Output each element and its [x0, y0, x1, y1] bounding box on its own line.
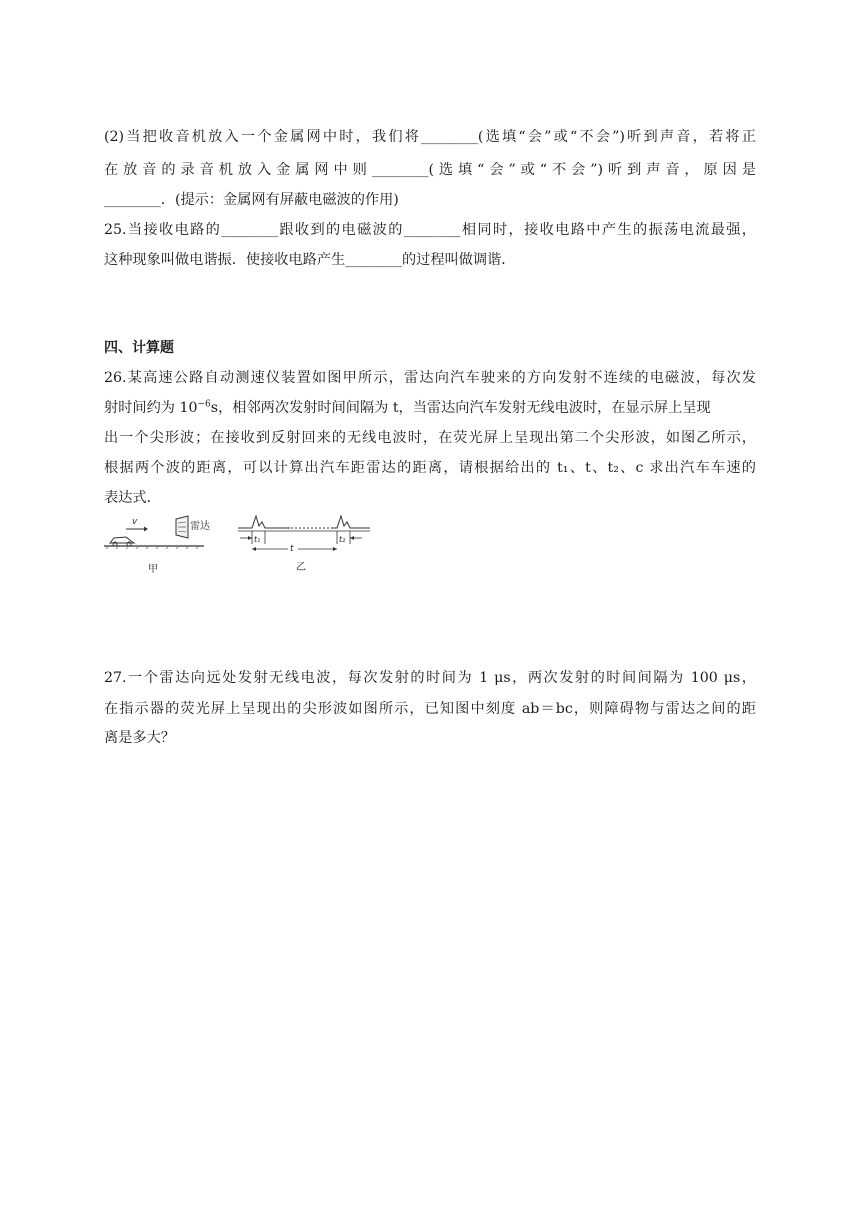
q25-line-2: 这种现象叫做电谐振．使接收电路产生________的过程叫做调谐． [104, 252, 516, 268]
section-4-title: 四、计算题 [104, 340, 174, 356]
q26-line-2-start: 射时间约为 10 [104, 400, 198, 416]
q26-line-1: 26.某高速公路自动测速仪装置如图甲所示，雷达向汽车驶来的方向发射不连续的电磁波，每次发 [104, 370, 756, 386]
q26-line-3: 出一个尖形波；在接收到反射回来的无线电波时，在荧光屏上呈现出第二个尖形波，如图乙所示， [104, 430, 756, 446]
t-label: t [290, 544, 294, 554]
pulse-trace-left [238, 516, 290, 528]
q27-line-1: 27.一个雷达向远处发射无线电波，每次发射的时间为 1 μs，两次发射的时间间隔为 100 μs， [104, 670, 756, 686]
q26-line-4: 根据两个波的距离，可以计算出汽车距雷达的距离，请根据给出的 t₁、t、t₂、c 求出汽车车速的 [104, 460, 756, 476]
q24-part2-line-2: 在放音的录音机放入金属网中则________(选填“会”或“不会”)听到声音，原因是 [104, 162, 756, 178]
q26-exponent: −6 [197, 399, 211, 410]
velocity-label: v [132, 517, 138, 527]
radar-label: 雷达 [190, 521, 210, 532]
figure-jia-label: 甲 [148, 564, 158, 575]
figure-jia [100, 510, 210, 576]
q26-line-2-end: s，相邻两次发射时间间隔为 t，当雷达向汽车发射无线电波时，在显示屏上呈现 [210, 400, 711, 416]
q27-line-2: 在指示器的荧光屏上呈现出的尖形波如图所示，已知图中刻度 ab＝bc，则障碍物与雷达之间的距 [104, 701, 756, 717]
figure-yi [234, 508, 378, 576]
q26-line-2 [104, 393, 756, 423]
q24-part2-line-1: (2)当把收音机放入一个金属网中时，我们将________(选填“会”或“不会”)听到声音，若将正 [104, 129, 756, 145]
q25-line-1: 25.当接收电路的________跟收到的电磁波的________相同时，接收电路中产生的振荡电流最强， [104, 222, 756, 238]
q27-line-3: 离是多大？ [104, 730, 175, 746]
t1-label: t₁ [254, 535, 261, 544]
pulse-trace-right [332, 516, 370, 528]
q26-line-5: 表达式． [104, 490, 161, 506]
t2-label: t₂ [339, 535, 346, 544]
q24-part2-line-3: ________．(提示：金属网有屏蔽电磁波的作用) [104, 192, 399, 208]
figure-yi-label: 乙 [296, 562, 306, 573]
